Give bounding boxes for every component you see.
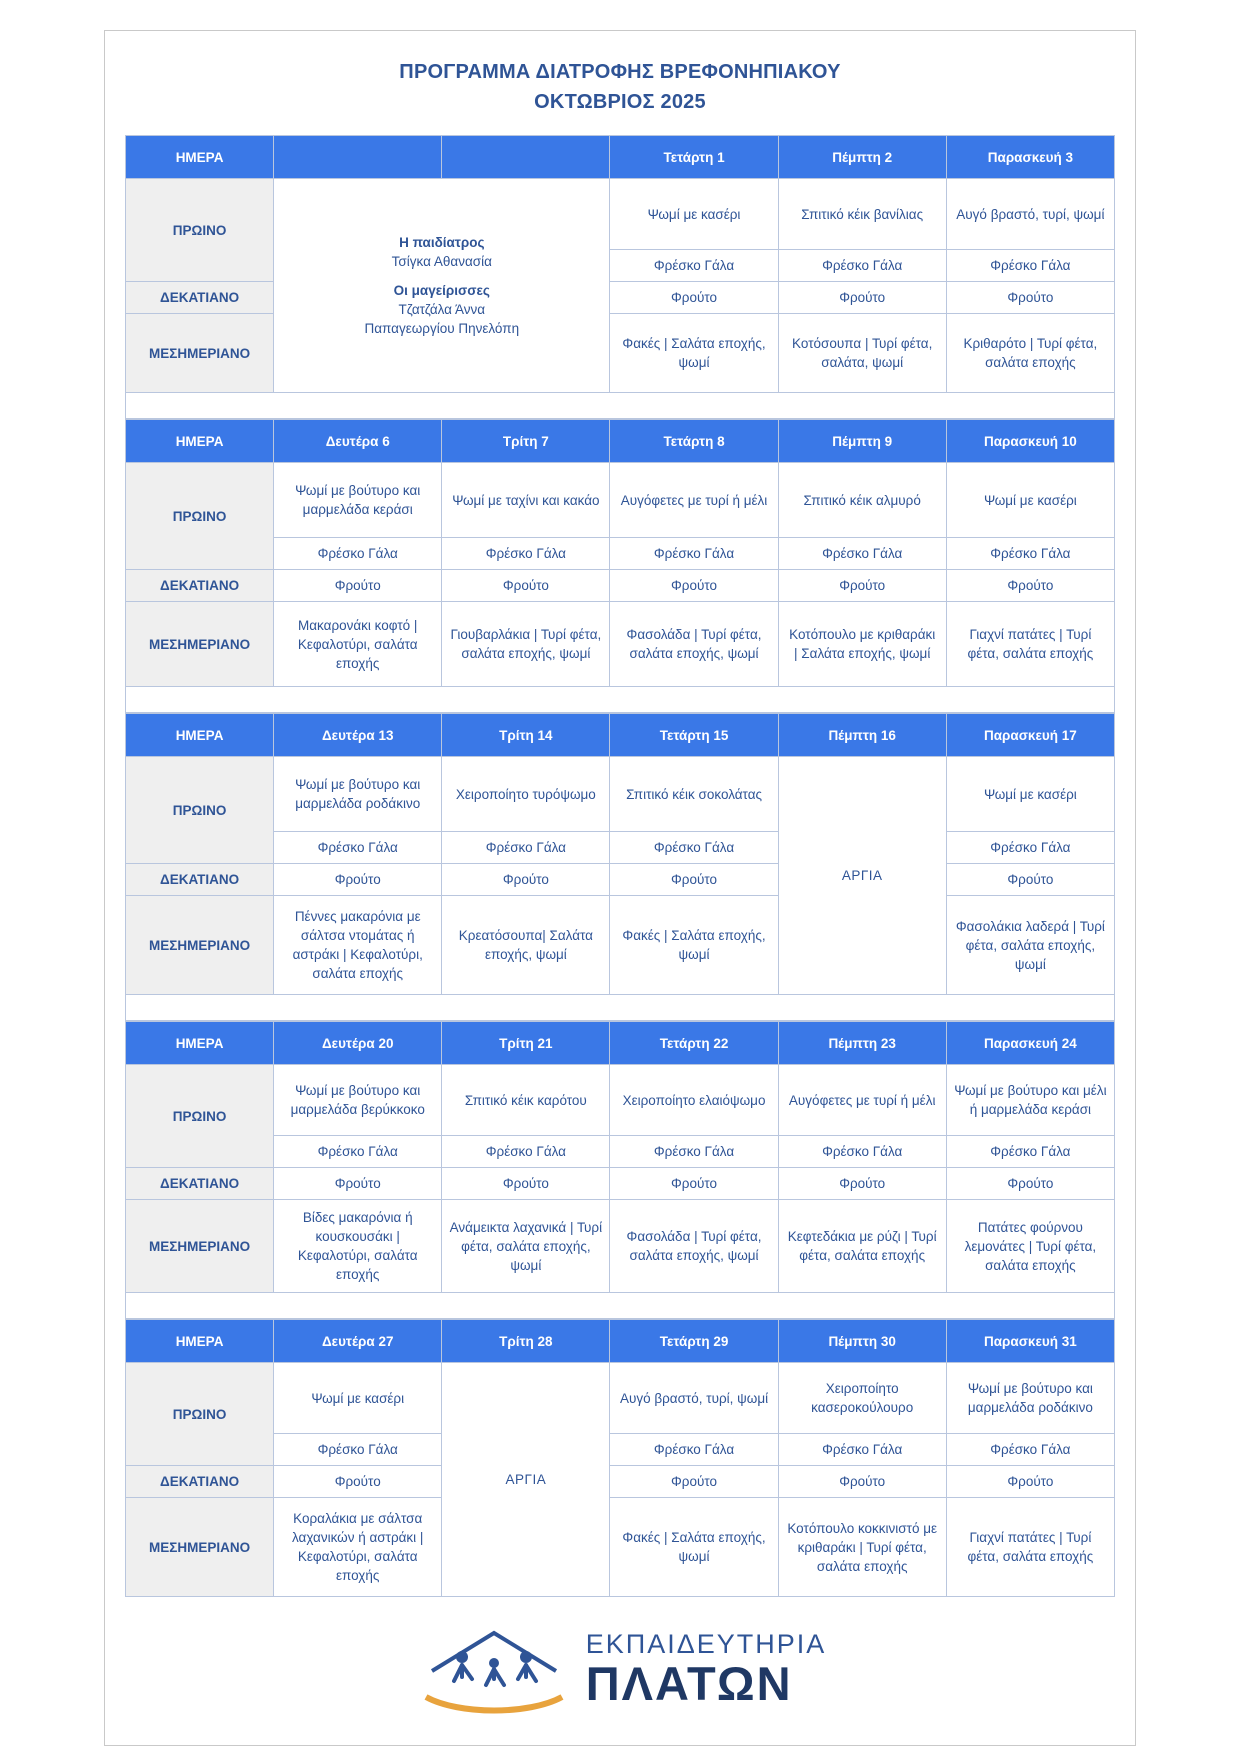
table-row (126, 714, 1115, 757)
snack-cell: Φρούτο (442, 1168, 610, 1200)
table-row (126, 1200, 1115, 1293)
table-row (126, 1168, 1115, 1200)
header-empty-1 (274, 136, 442, 179)
staff-info-cell (274, 179, 610, 393)
cooks-title: Οι μαγείρισσες (393, 283, 490, 298)
lunch-cell: Κοτόσουπα | Τυρί φέτα, σαλάτα, ψωμί (778, 314, 946, 393)
breakfast-cell: Ψωμί με κασέρι (946, 757, 1114, 832)
cook-name-1: Τζατζάλα Άννα (398, 302, 486, 317)
lunch-cell: Γιουβαρλάκια | Τυρί φέτα, σαλάτα εποχής, ψωμί (442, 602, 610, 687)
week-table-3 (125, 713, 1115, 1021)
header-day-label: ΗΜΕΡΑ (126, 1320, 274, 1363)
header-day-2: Τρίτη 21 (442, 1022, 610, 1065)
header-day-label: ΗΜΕΡΑ (126, 136, 274, 179)
pediatrician-title: Η παιδίατρος (399, 235, 485, 250)
snack-cell: Φρούτο (946, 570, 1114, 602)
row-label-breakfast: ΠΡΩΙΝΟ (126, 757, 274, 864)
lunch-cell: Φασολάδα | Τυρί φέτα, σαλάτα εποχής, ψωμί (610, 1200, 778, 1293)
header-day-label: ΗΜΕΡΑ (126, 420, 274, 463)
milk-cell: Φρέσκο Γάλα (274, 1136, 442, 1168)
lunch-cell: Πέννες μακαρόνια με σάλτσα ντομάτας ή αστράκι | Κεφαλοτύρι, σαλάτα εποχής (274, 896, 442, 995)
header-day-2: Τρίτη 7 (442, 420, 610, 463)
milk-cell: Φρέσκο Γάλα (274, 832, 442, 864)
breakfast-cell: Ψωμί με βούτυρο και μέλι ή μαρμελάδα κεράσι (946, 1065, 1114, 1136)
header-day-4: Πέμπτη 16 (778, 714, 946, 757)
snack-cell: Φρούτο (442, 864, 610, 896)
snack-cell: Φρούτο (778, 1168, 946, 1200)
table-row (126, 1136, 1115, 1168)
table-row (126, 179, 1115, 250)
breakfast-cell: Χειροποίητο τυρόψωμο (442, 757, 610, 832)
header-empty-2 (442, 136, 610, 179)
table-row (126, 757, 1115, 832)
header-day-2: Τρίτη 28 (442, 1320, 610, 1363)
milk-cell: Φρέσκο Γάλα (274, 538, 442, 570)
header-day-1: Δευτέρα 27 (274, 1320, 442, 1363)
breakfast-cell: Ψωμί με κασέρι (274, 1363, 442, 1434)
snack-cell: Φρούτο (442, 570, 610, 602)
milk-cell: Φρέσκο Γάλα (946, 832, 1114, 864)
logo-wordmark (585, 1629, 827, 1710)
title-line-1: ΠΡΟΓΡΑΜΜΑ ΔΙΑΤΡΟΦΗΣ ΒΡΕΦΟΝΗΠΙΑΚΟΥ (399, 61, 841, 83)
table-row (126, 864, 1115, 896)
milk-cell: Φρέσκο Γάλα (946, 1434, 1114, 1466)
lunch-cell: Κοτόπουλο κοκκινιστό με κριθαράκι | Τυρί φέτα, σαλάτα εποχής (778, 1498, 946, 1597)
row-label-snack: ΔΕΚΑΤΙΑΝΟ (126, 282, 274, 314)
snack-cell: Φρούτο (946, 864, 1114, 896)
lunch-cell: Γιαχνί πατάτες | Τυρί φέτα, σαλάτα εποχής (946, 602, 1114, 687)
breakfast-cell: Αυγό βραστό, τυρί, ψωμί (946, 179, 1114, 250)
header-day-3: Τετάρτη 8 (610, 420, 778, 463)
row-label-snack: ΔΕΚΑΤΙΑΝΟ (126, 1168, 274, 1200)
table-row (126, 1320, 1115, 1363)
header-day-4: Πέμπτη 9 (778, 420, 946, 463)
table-row (126, 1434, 1115, 1466)
table-row (126, 1022, 1115, 1065)
snack-cell: Φρούτο (778, 1466, 946, 1498)
header-day-1: Δευτέρα 20 (274, 1022, 442, 1065)
breakfast-cell: Ψωμί με ταχίνι και κακάο (442, 463, 610, 538)
lunch-cell: Κοτόπουλο με κριθαράκι | Σαλάτα εποχής, ψωμί (778, 602, 946, 687)
document-title (105, 31, 1135, 135)
table-row (126, 602, 1115, 687)
snack-cell: Φρούτο (610, 864, 778, 896)
row-label-lunch: ΜΕΣΗΜΕΡΙΑΝΟ (126, 1498, 274, 1597)
table-row (126, 896, 1115, 995)
milk-cell: Φρέσκο Γάλα (778, 1136, 946, 1168)
breakfast-cell: Ψωμί με κασέρι (946, 463, 1114, 538)
milk-cell: Φρέσκο Γάλα (610, 832, 778, 864)
header-day-3: Παρασκευή 3 (946, 136, 1114, 179)
header-day-5: Παρασκευή 17 (946, 714, 1114, 757)
logo-bottom-text: ΠΛΑΤΩΝ (585, 1657, 793, 1710)
milk-cell: Φρέσκο Γάλα (946, 250, 1114, 282)
holiday-cell: ΑΡΓΙΑ (442, 1363, 610, 1597)
lunch-cell: Μακαρονάκι κοφτό | Κεφαλοτύρι, σαλάτα εποχής (274, 602, 442, 687)
title-line-2: ΟΚΤΩΒΡΙΟΣ 2025 (534, 91, 706, 113)
header-day-1: Δευτέρα 6 (274, 420, 442, 463)
lunch-cell: Πατάτες φούρνου λεμονάτες | Τυρί φέτα, σαλάτα εποχής (946, 1200, 1114, 1293)
breakfast-cell: Χειροποίητο ελαιόψωμο (610, 1065, 778, 1136)
header-day-3: Τετάρτη 15 (610, 714, 778, 757)
table-row (126, 1363, 1115, 1434)
lunch-cell: Βίδες μακαρόνια ή κουσκουσάκι | Κεφαλοτύρι, σαλάτα εποχής (274, 1200, 442, 1293)
row-label-breakfast: ΠΡΩΙΝΟ (126, 179, 274, 282)
milk-cell: Φρέσκο Γάλα (274, 1434, 442, 1466)
header-day-5: Παρασκευή 31 (946, 1320, 1114, 1363)
table-row (126, 1065, 1115, 1136)
lunch-cell: Ανάμεικτα λαχανικά | Τυρί φέτα, σαλάτα εποχής, ψωμί (442, 1200, 610, 1293)
header-day-1: Δευτέρα 13 (274, 714, 442, 757)
header-day-label: ΗΜΕΡΑ (126, 714, 274, 757)
breakfast-cell: Αυγόφετες με τυρί ή μέλι (610, 463, 778, 538)
lunch-cell: Κοραλάκια με σάλτσα λαχανικών ή αστράκι | Κεφαλοτύρι, σαλάτα εποχής (274, 1498, 442, 1597)
row-label-lunch: ΜΕΣΗΜΕΡΙΑΝΟ (126, 896, 274, 995)
row-label-lunch: ΜΕΣΗΜΕΡΙΑΝΟ (126, 602, 274, 687)
table-row (126, 1498, 1115, 1597)
lunch-cell: Φασολάκια λαδερά | Τυρί φέτα, σαλάτα εποχής, ψωμί (946, 896, 1114, 995)
menu-sheet (104, 30, 1136, 1746)
snack-cell: Φρούτο (610, 570, 778, 602)
breakfast-cell: Χειροποίητο κασεροκούλουρο (778, 1363, 946, 1434)
table-row (126, 136, 1115, 179)
milk-cell: Φρέσκο Γάλα (610, 250, 778, 282)
breakfast-cell: Σπιτικό κέικ καρότου (442, 1065, 610, 1136)
breakfast-cell: Αυγόφετες με τυρί ή μέλι (778, 1065, 946, 1136)
pediatrician-name: Τσίγκα Αθανασία (391, 254, 492, 269)
milk-cell: Φρέσκο Γάλα (778, 538, 946, 570)
breakfast-cell: Σπιτικό κέικ βανίλιας (778, 179, 946, 250)
lunch-cell: Φασολάδα | Τυρί φέτα, σαλάτα εποχής, ψωμί (610, 602, 778, 687)
milk-cell: Φρέσκο Γάλα (946, 1136, 1114, 1168)
row-label-snack: ΔΕΚΑΤΙΑΝΟ (126, 570, 274, 602)
holiday-cell: ΑΡΓΙΑ (778, 757, 946, 995)
breakfast-cell: Σπιτικό κέικ αλμυρό (778, 463, 946, 538)
lunch-cell: Φακές | Σαλάτα εποχής, ψωμί (610, 1498, 778, 1597)
header-day-4: Πέμπτη 23 (778, 1022, 946, 1065)
header-day-4: Πέμπτη 30 (778, 1320, 946, 1363)
row-label-lunch: ΜΕΣΗΜΕΡΙΑΝΟ (126, 1200, 274, 1293)
lunch-cell: Γιαχνί πατάτες | Τυρί φέτα, σαλάτα εποχής (946, 1498, 1114, 1597)
snack-cell: Φρούτο (274, 864, 442, 896)
header-day-2: Τρίτη 14 (442, 714, 610, 757)
milk-cell: Φρέσκο Γάλα (442, 538, 610, 570)
breakfast-cell: Σπιτικό κέικ σοκολάτας (610, 757, 778, 832)
table-row (126, 420, 1115, 463)
breakfast-cell: Ψωμί με βούτυρο και μαρμελάδα ροδάκινο (274, 757, 442, 832)
header-day-5: Παρασκευή 24 (946, 1022, 1114, 1065)
snack-cell: Φρούτο (274, 1168, 442, 1200)
milk-cell: Φρέσκο Γάλα (946, 538, 1114, 570)
lunch-cell: Φακές | Σαλάτα εποχής, ψωμί (610, 314, 778, 393)
milk-cell: Φρέσκο Γάλα (610, 538, 778, 570)
lunch-cell: Κρεατόσουπα| Σαλάτα εποχής, ψωμί (442, 896, 610, 995)
milk-cell: Φρέσκο Γάλα (778, 250, 946, 282)
cook-name-2: Παπαγεωργίου Πηνελόπη (364, 321, 520, 336)
week-table-4 (125, 1021, 1115, 1319)
lunch-cell: Κριθαρότο | Τυρί φέτα, σαλάτα εποχής (946, 314, 1114, 393)
snack-cell: Φρούτο (946, 282, 1114, 314)
snack-cell: Φρούτο (610, 1168, 778, 1200)
snack-cell: Φρούτο (778, 570, 946, 602)
milk-cell: Φρέσκο Γάλα (778, 1434, 946, 1466)
snack-cell: Φρούτο (778, 282, 946, 314)
header-day-label: ΗΜΕΡΑ (126, 1022, 274, 1065)
breakfast-cell: Αυγό βραστό, τυρί, ψωμί (610, 1363, 778, 1434)
breakfast-cell: Ψωμί με βούτυρο και μαρμελάδα ροδάκινο (946, 1363, 1114, 1434)
school-logo (105, 1619, 1135, 1745)
table-row (126, 570, 1115, 602)
platon-emblem-icon (414, 1619, 574, 1719)
milk-cell: Φρέσκο Γάλα (610, 1136, 778, 1168)
header-day-5: Παρασκευή 10 (946, 420, 1114, 463)
row-label-lunch: ΜΕΣΗΜΕΡΙΑΝΟ (126, 314, 274, 393)
table-row (126, 538, 1115, 570)
header-day-3: Τετάρτη 22 (610, 1022, 778, 1065)
breakfast-cell: Ψωμί με κασέρι (610, 179, 778, 250)
week-table-5 (125, 1319, 1115, 1597)
week-table-2 (125, 419, 1115, 713)
snack-cell: Φρούτο (946, 1168, 1114, 1200)
table-row (126, 832, 1115, 864)
breakfast-cell: Ψωμί με βούτυρο και μαρμελάδα βερύκκοκο (274, 1065, 442, 1136)
row-label-breakfast: ΠΡΩΙΝΟ (126, 1363, 274, 1466)
row-label-snack: ΔΕΚΑΤΙΑΝΟ (126, 864, 274, 896)
snack-cell: Φρούτο (946, 1466, 1114, 1498)
snack-cell: Φρούτο (610, 282, 778, 314)
lunch-cell: Φακές | Σαλάτα εποχής, ψωμί (610, 896, 778, 995)
breakfast-cell: Ψωμί με βούτυρο και μαρμελάδα κεράσι (274, 463, 442, 538)
table-row (126, 463, 1115, 538)
row-label-breakfast: ΠΡΩΙΝΟ (126, 463, 274, 570)
header-day-1: Τετάρτη 1 (610, 136, 778, 179)
table-row (126, 1466, 1115, 1498)
header-day-3: Τετάρτη 29 (610, 1320, 778, 1363)
milk-cell: Φρέσκο Γάλα (442, 832, 610, 864)
snack-cell: Φρούτο (610, 1466, 778, 1498)
week-table-1 (125, 135, 1115, 419)
milk-cell: Φρέσκο Γάλα (610, 1434, 778, 1466)
row-label-snack: ΔΕΚΑΤΙΑΝΟ (126, 1466, 274, 1498)
snack-cell: Φρούτο (274, 1466, 442, 1498)
row-label-breakfast: ΠΡΩΙΝΟ (126, 1065, 274, 1168)
milk-cell: Φρέσκο Γάλα (442, 1136, 610, 1168)
logo-top-text: ΕΚΠΑΙΔΕΥΤΗΡΙΑ (585, 1629, 827, 1659)
lunch-cell: Κεφτεδάκια με ρύζι | Τυρί φέτα, σαλάτα εποχής (778, 1200, 946, 1293)
snack-cell: Φρούτο (274, 570, 442, 602)
header-day-2: Πέμπτη 2 (778, 136, 946, 179)
